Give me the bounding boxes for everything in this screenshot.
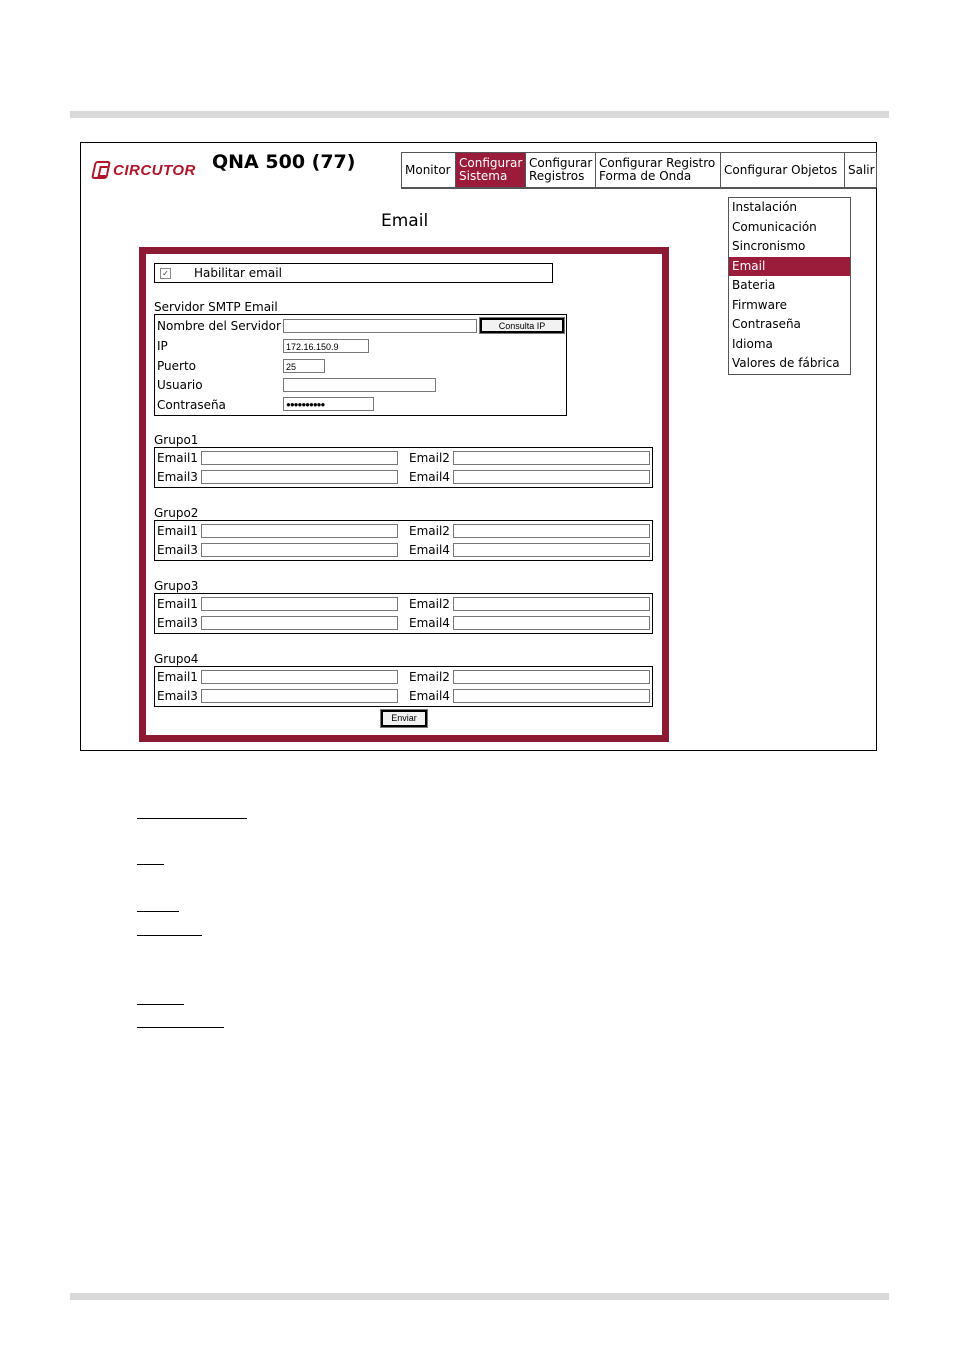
consulta-ip-button[interactable]: Consulta IP <box>480 318 564 333</box>
nav-configurar-registros[interactable]: Configurar Registros <box>526 153 596 187</box>
email-form-frame <box>139 247 669 742</box>
caption-underline <box>137 818 247 819</box>
nav-divider <box>401 188 876 189</box>
submenu-idioma[interactable]: Idioma <box>732 336 773 351</box>
group1-email2-input[interactable] <box>453 451 650 465</box>
submenu-comunicacion[interactable]: Comunicación <box>732 219 817 234</box>
user-input[interactable] <box>283 378 436 392</box>
submenu-email[interactable]: Email <box>729 257 850 277</box>
page-footer-rule <box>70 1293 889 1300</box>
group4-email2-label: Email2 <box>409 670 450 684</box>
group1-label: Grupo1 <box>154 433 199 447</box>
brand-name: CIRCUTOR <box>113 161 196 179</box>
submenu-sincronismo[interactable]: Sincronismo <box>732 239 806 253</box>
submenu-instalacion[interactable]: Instalación <box>732 200 798 214</box>
config-submenu <box>728 197 851 375</box>
nav-configurar-objetos[interactable]: Configurar Objetos <box>721 153 845 187</box>
group1-email3-label: Email3 <box>157 470 198 484</box>
caption-underline <box>137 911 179 912</box>
caption-underline <box>137 1027 224 1028</box>
group4-email1-label: Email1 <box>157 670 198 684</box>
smtp-settings <box>154 314 567 416</box>
device-web-interface <box>80 142 877 751</box>
group2-email3-label: Email3 <box>157 543 198 557</box>
group1-email1-label: Email1 <box>157 451 198 465</box>
group1-email2-label: Email2 <box>409 451 450 465</box>
group4-emails <box>154 666 653 707</box>
caption-underline <box>137 864 164 865</box>
email-form <box>146 254 662 735</box>
user-label: Usuario <box>157 378 203 392</box>
enviar-button[interactable]: Enviar <box>381 710 427 727</box>
group4-email2-input[interactable] <box>453 670 650 684</box>
password-input[interactable]: ●●●●●●●●●● <box>283 397 374 411</box>
page-header-rule <box>70 111 889 118</box>
group2-email1-label: Email1 <box>157 524 198 538</box>
group2-email1-input[interactable] <box>201 524 398 538</box>
nav-monitor[interactable]: Monitor <box>402 153 456 187</box>
ip-label: IP <box>157 339 168 353</box>
ip-input[interactable]: 172.16.150.9 <box>283 339 369 353</box>
group3-email1-input[interactable] <box>201 597 398 611</box>
group2-email4-input[interactable] <box>453 543 650 557</box>
port-input[interactable]: 25 <box>283 359 325 373</box>
group3-email3-input[interactable] <box>201 616 398 630</box>
enable-email-label: Habilitar email <box>194 266 282 280</box>
group1-email1-input[interactable] <box>201 451 398 465</box>
submenu-contrasena[interactable]: Contraseña <box>732 317 801 331</box>
enable-email-checkbox[interactable]: ✓ <box>160 268 171 279</box>
group3-email3-label: Email3 <box>157 616 198 630</box>
group2-label: Grupo2 <box>154 506 199 520</box>
page-title: Email <box>381 211 429 231</box>
circutor-logo <box>93 159 196 181</box>
top-nav <box>401 152 877 188</box>
group1-email3-input[interactable] <box>201 470 398 484</box>
group3-email1-label: Email1 <box>157 597 198 611</box>
port-label: Puerto <box>157 359 196 373</box>
group4-email1-input[interactable] <box>201 670 398 684</box>
group2-emails <box>154 520 653 561</box>
group1-email4-input[interactable] <box>453 470 650 484</box>
group4-email3-input[interactable] <box>201 689 398 703</box>
enable-email-row <box>154 263 553 283</box>
group3-label: Grupo3 <box>154 579 199 593</box>
group2-email4-label: Email4 <box>409 543 450 557</box>
group3-email4-input[interactable] <box>453 616 650 630</box>
circutor-logo-icon <box>91 161 111 179</box>
group1-emails <box>154 447 653 488</box>
server-input[interactable] <box>283 319 477 333</box>
group2-email2-input[interactable] <box>453 524 650 538</box>
nav-salir[interactable]: Salir <box>845 153 876 187</box>
group4-label: Grupo4 <box>154 652 199 666</box>
nav-configurar-forma-onda[interactable]: Configurar Registro Forma de Onda <box>596 153 721 187</box>
server-label: Nombre del Servidor <box>157 319 281 333</box>
group4-email4-label: Email4 <box>409 689 450 703</box>
group1-email4-label: Email4 <box>409 470 450 484</box>
caption-underline <box>137 1004 184 1005</box>
submenu-bateria[interactable]: Bateria <box>732 278 776 292</box>
device-title: QNA 500 (77) <box>212 151 356 173</box>
group4-email4-input[interactable] <box>453 689 650 703</box>
group3-emails <box>154 593 653 634</box>
group2-email3-input[interactable] <box>201 543 398 557</box>
group4-email3-label: Email3 <box>157 689 198 703</box>
nav-configurar-sistema[interactable]: Configurar Sistema <box>456 153 526 187</box>
group2-email2-label: Email2 <box>409 524 450 538</box>
caption-underline <box>137 935 202 936</box>
group3-email2-input[interactable] <box>453 597 650 611</box>
submenu-valores-fabrica[interactable]: Valores de fábrica <box>732 356 840 370</box>
submenu-firmware[interactable]: Firmware <box>732 297 787 312</box>
group3-email2-label: Email2 <box>409 597 450 611</box>
group3-email4-label: Email4 <box>409 616 450 630</box>
password-label: Contraseña <box>157 398 226 412</box>
smtp-section-label: Servidor SMTP Email <box>154 300 278 314</box>
